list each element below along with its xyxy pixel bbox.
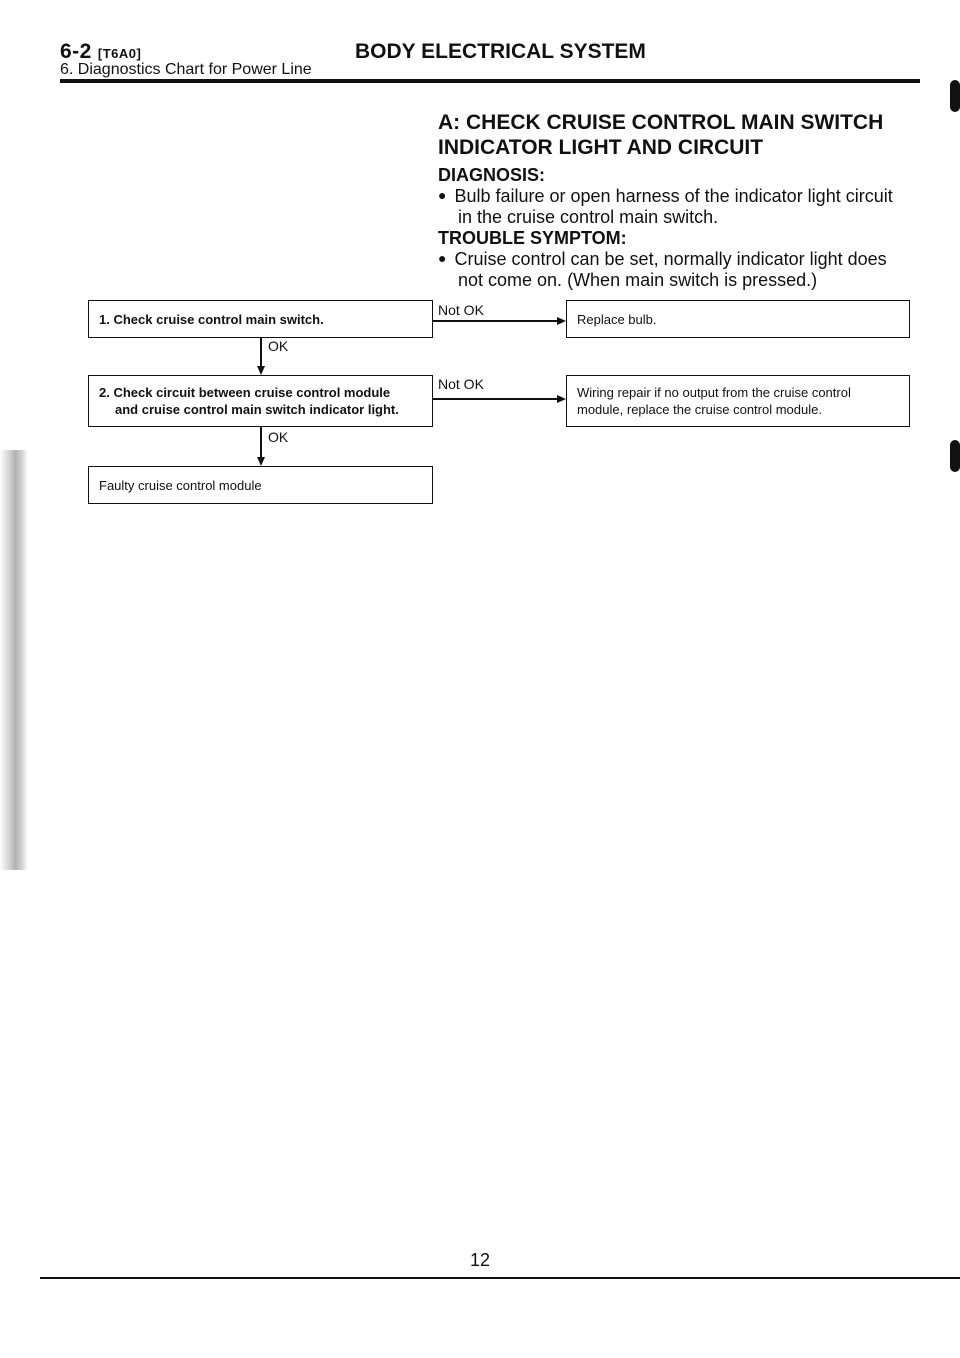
step1-not-ok-arrow xyxy=(557,317,566,325)
step2-not-ok-label: Not OK xyxy=(438,376,484,392)
section-title-line2: INDICATOR LIGHT AND CIRCUIT xyxy=(438,136,764,159)
step2-ok-line xyxy=(260,427,262,459)
symptom-line1: ● Cruise control can be set, normally indicator light does xyxy=(438,249,887,271)
step2-ng-result-line2: module, replace the cruise control module. xyxy=(577,402,822,417)
final-result-box xyxy=(88,466,433,504)
footer-rule xyxy=(40,1277,960,1279)
diagnosis-line2: in the cruise control main switch. xyxy=(458,207,719,227)
step2-ok-label: OK xyxy=(268,429,289,445)
step1-ok-arrow xyxy=(257,366,265,375)
chapter-code-number: 6-2 xyxy=(60,40,92,63)
step2-box xyxy=(88,375,433,427)
punch-hole-middle xyxy=(950,440,960,472)
diagnosis-line1: ● Bulb failure or open harness of the indicator light circuit xyxy=(438,186,893,208)
step2-ng-result-line1: Wiring repair if no output from the cruise control xyxy=(577,385,851,400)
step2-text-line2: and cruise control main switch indicator light. xyxy=(115,402,399,417)
section-title-line1: A: CHECK CRUISE CONTROL MAIN SWITCH xyxy=(438,111,884,134)
chapter-title: BODY ELECTRICAL SYSTEM xyxy=(355,40,646,63)
section-title xyxy=(438,110,928,160)
header-rule xyxy=(60,79,920,83)
section-subtitle: 6. Diagnostics Chart for Power Line xyxy=(60,61,312,78)
step1-text: 1. Check cruise control main switch. xyxy=(99,311,324,327)
step2-not-ok-arrow xyxy=(557,395,566,403)
symptom-label: TROUBLE SYMPTOM: xyxy=(438,228,627,248)
step1-not-ok-label: Not OK xyxy=(438,302,484,318)
page-number: 12 xyxy=(470,1250,491,1270)
final-result-text: Faulty cruise control module xyxy=(99,477,262,493)
chapter-code-tag: [T6A0] xyxy=(97,46,142,61)
step1-box xyxy=(88,300,433,338)
step2-ok-arrow xyxy=(257,457,265,466)
symptom-line2: not come on. (When main switch is pressed.) xyxy=(458,270,818,290)
step1-ok-line xyxy=(260,338,262,368)
step2-not-ok-line xyxy=(433,398,557,400)
step1-ok-label: OK xyxy=(268,338,289,354)
step2-ng-result-box xyxy=(566,375,910,427)
step1-not-ok-line xyxy=(433,320,557,322)
binding-shadow xyxy=(0,450,28,870)
step1-ng-result-box xyxy=(566,300,910,338)
step2-text-line1: 2. Check circuit between cruise control module xyxy=(99,385,391,400)
punch-hole-top xyxy=(950,80,960,112)
diagnosis-label: DIAGNOSIS: xyxy=(438,165,546,185)
step1-ng-result-text: Replace bulb. xyxy=(577,311,657,327)
